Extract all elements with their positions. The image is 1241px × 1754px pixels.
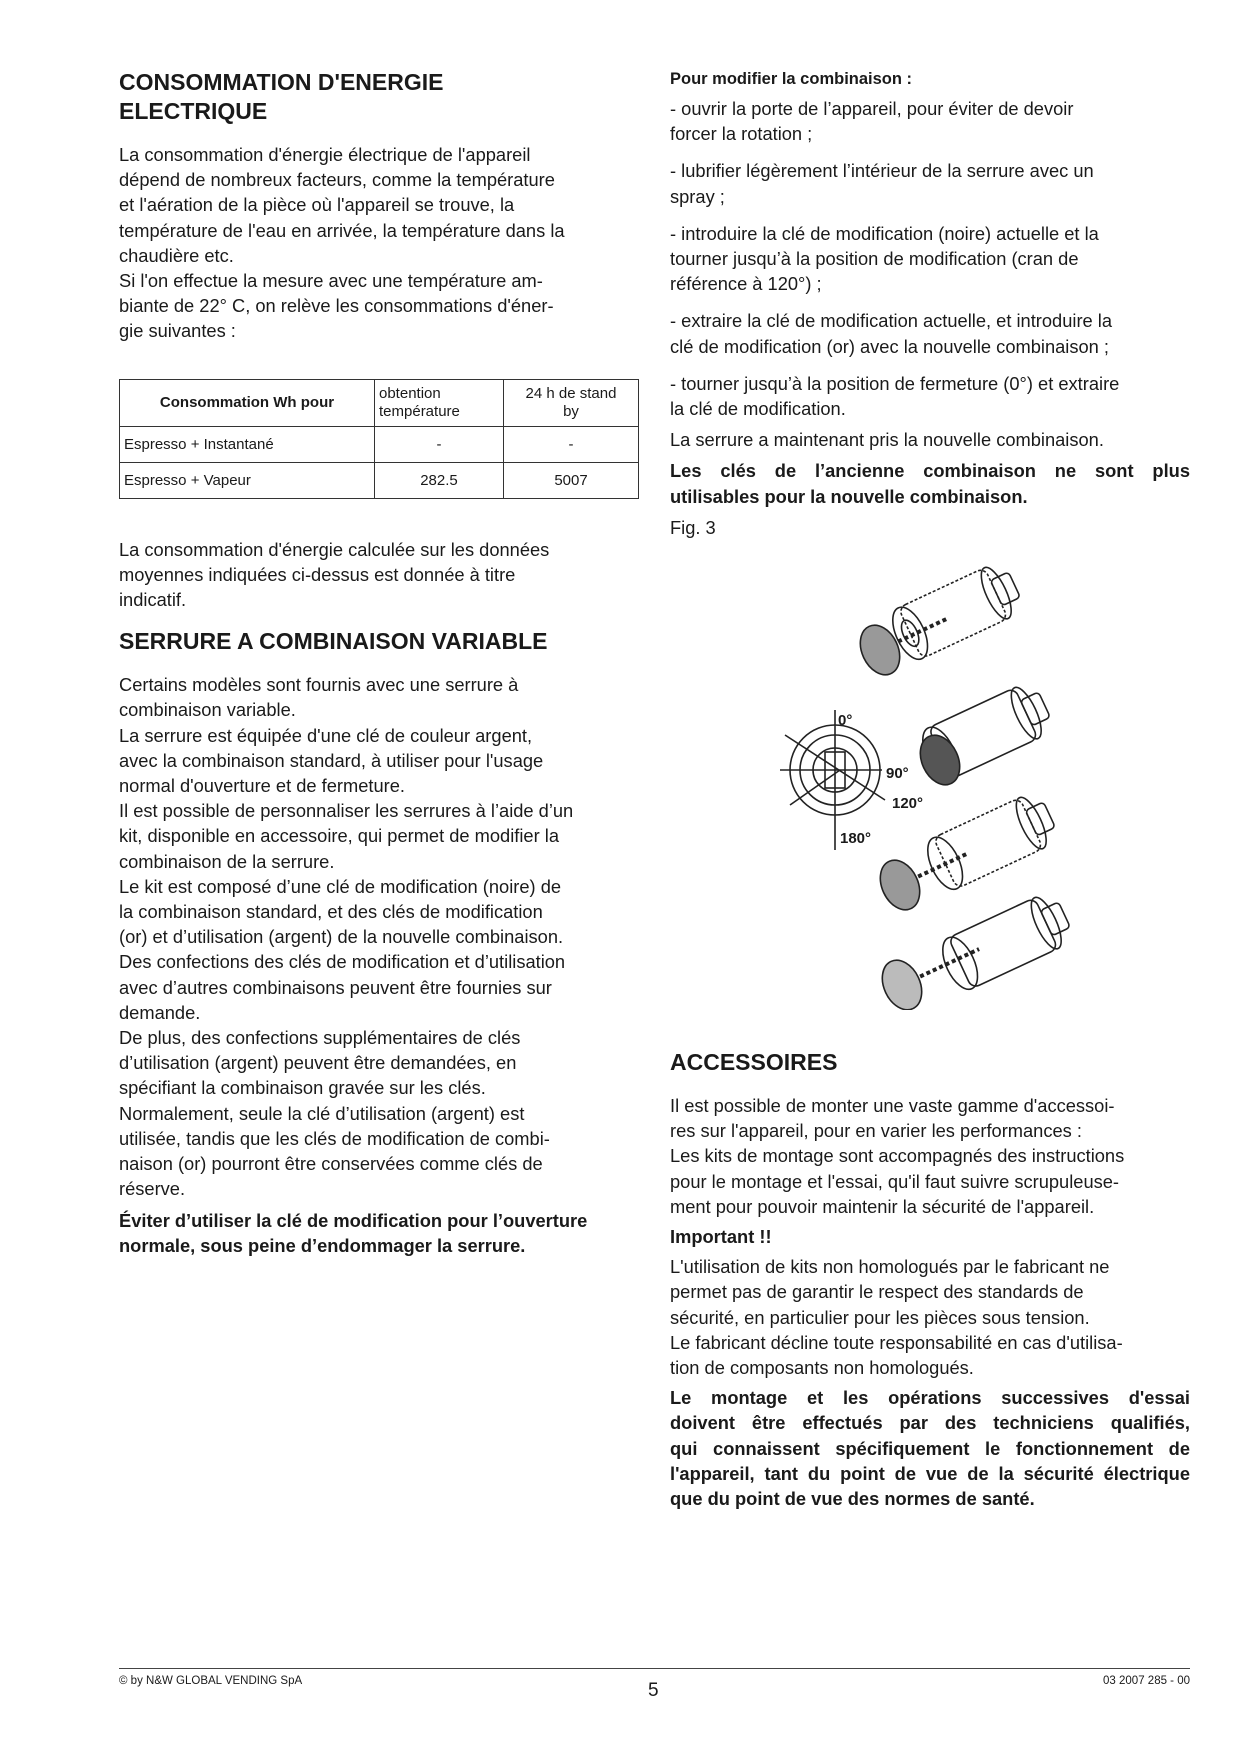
- figure-caption: Fig. 3: [670, 516, 716, 538]
- table-row: Espresso + Vapeur 282.5 5007: [120, 462, 639, 498]
- dial-label-180: 180°: [840, 830, 872, 848]
- energy-paragraph: La consommation d'énergie électrique de l'appareil dépend de nombreux facteurs, comme la température et l'aération de la pièce où l'appareil se trouve, la température de l'eau en arrivée, la température dans la chaudière etc. Si l'on effectue la mesure avec une température am- biante de 22° C, on relève les consommations d'éner- gie suivantes :: [119, 144, 565, 342]
- energy-note: La consommation d'énergie calculée sur les données moyennes indiquées ci-dessus est donnée à titre indicatif.: [119, 538, 550, 611]
- table-header-standby: 24 h de stand by: [504, 379, 639, 426]
- key-icon: [875, 926, 990, 1010]
- footer-doc-code: 03 2007 285 - 00: [1103, 1675, 1190, 1687]
- heading-energy-1: CONSOMMATION D'ENERGIE: [119, 69, 444, 95]
- combination-warning: Les clés de l’ancienne combinaison ne sont plus utilisables pour la nouvelle combinaison.: [670, 460, 1190, 507]
- list-item: - tourner jusqu’à la position de fermeture (0°) et extraire la clé de modification.: [670, 372, 1120, 420]
- list-item: - lubrifier légèrement l’intérieur de la serrure avec un spray ;: [670, 160, 1094, 207]
- heading-accessories: ACCESSOIRES: [670, 1049, 838, 1076]
- footer-rule: [119, 1668, 1190, 1669]
- combination-done: La serrure a maintenant pris la nouvelle combinaison.: [670, 429, 1104, 451]
- accessories-paragraph: Il est possible de monter une vaste gamme d'accessoi- res sur l'appareil, pour en varier les performances : Les kits de montage sont accompagnés des instructions pour le montage et l'essai, qu'il faut suivre scrupuleuse- ment pour pouvoir maintenir la sécurité de l'appareil.: [670, 1095, 1125, 1217]
- table-header-consumption: Consommation Wh pour: [120, 379, 375, 426]
- homologation-paragraph: L'utilisation de kits non homologués par le fabricant ne permet pas de garantir le respect des standards de sécurité, en particulier pour les pièces sous tension. Le fabricant décline toute responsabilité en cas d'utilisa- tion de composants non homologués.: [670, 1256, 1123, 1379]
- heading-energy-2: ELECTRIQUE: [119, 98, 268, 124]
- lock-cylinder-icon: [886, 559, 1027, 664]
- lock-cylinder-icon: [921, 789, 1062, 894]
- list-item: - ouvrir la porte de l’appareil, pour éviter de devoir forcer la rotation ;: [670, 98, 1074, 145]
- lock-paragraph: Certains modèles sont fournis avec une serrure à combinaison variable. La serrure est équipée d'une clé de couleur argent, avec la combinaison standard, à utiliser pour l'usage normal d'ouverture et de fermeture. Il est possible de personnaliser les serrures à l’aide d’un kit, disponible en accessoire, qui permet de modifier la combinaison de la serrure. Le kit est composé d’une clé de modification (noire) de la combinaison standard, et des clés de modification (or) et d’utilisation (argent) de la nouvelle combinaison. Des confections des clés de modification et d’utilisation avec d’autres combinaisons peuvent être fournies sur demande. De plus, des confections supplémentaires de clés d’utilisation (argent) peuvent être demandées, en spécifiant la combinaison gravée sur les clés. Normalement, seule la clé d’utilisation (argent) est utilisée, tandis que les clés de modification de combi- naison (or) pourront être conservées comme clés de réserve.: [119, 674, 574, 1200]
- lock-warning: Éviter d’utiliser la clé de modification pour l’ouverture normale, sous peine d’endommager la serrure.: [119, 1209, 588, 1256]
- right-column: [670, 68, 1190, 1511]
- lock-cylinder-icon: [936, 889, 1077, 994]
- technicians-warning: Le montage et les opérations successives d'essai doivent être effectués par des techniciens qualifiés, qui connaissent spécifiquement le fonctionnement de l'appareil, tant du point de vue de la sécurité électrique que du point de vue des normes de santé.: [670, 1387, 1190, 1510]
- list-item: - extraire la clé de modification actuelle, et introduire la clé de modification (or) avec la nouvelle combinaison ;: [670, 310, 1113, 357]
- consumption-table: [119, 379, 639, 499]
- lock-keys-illustration: [670, 540, 1190, 1010]
- page-number: 5: [648, 1680, 659, 1701]
- table-header-temperature: obtention température: [375, 379, 504, 426]
- key-icon: [913, 729, 968, 791]
- left-column: [119, 68, 639, 1258]
- dial-icon: [780, 710, 885, 850]
- dial-label-90: 90°: [886, 765, 909, 783]
- list-item: - introduire la clé de modification (noire) actuelle et la tourner jusqu’à la position de modification (cran de référence à 120°) ;: [670, 222, 1099, 295]
- subheading-modify: Pour modifier la combinaison :: [670, 70, 913, 88]
- lock-figure: [670, 540, 1190, 1010]
- dial-label-0: 0°: [838, 712, 853, 730]
- footer-copyright: © by N&W GLOBAL VENDING SpA: [119, 1675, 303, 1687]
- table-row: Espresso + Instantané - -: [120, 426, 639, 462]
- heading-lock: SERRURE A COMBINAISON VARIABLE: [119, 628, 548, 655]
- dial-label-120: 120°: [892, 795, 924, 813]
- important-label: Important !!: [670, 1226, 772, 1248]
